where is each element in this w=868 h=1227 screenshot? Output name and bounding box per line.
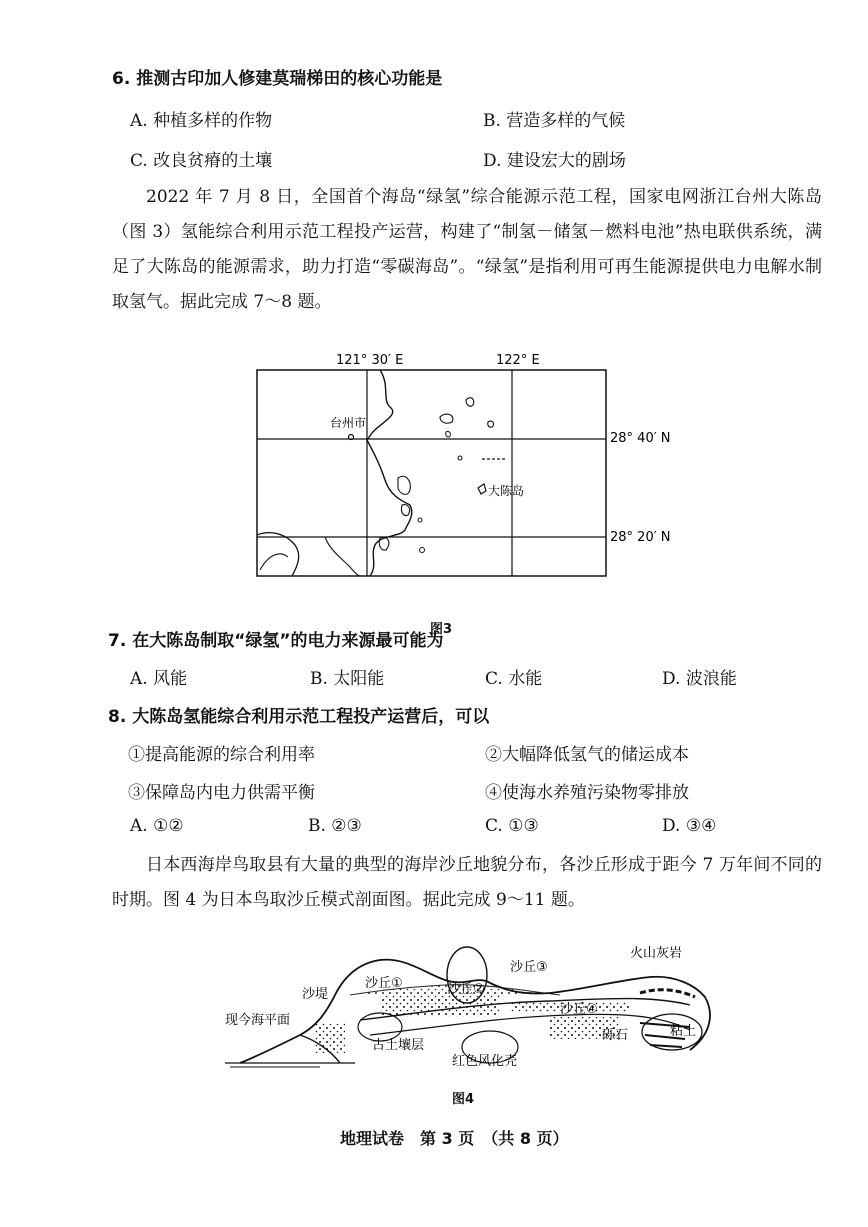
q6-option-b: B. 营造多样的气候 — [483, 111, 626, 131]
label-paleosol: 古土壤层 — [372, 1038, 425, 1053]
dune-section-figure-4 — [220, 935, 730, 1085]
map-city-label: 台州市 — [330, 416, 367, 430]
q7-option-b: B. 太阳能 — [310, 669, 385, 689]
page-footer: 地理试卷 第 3 页 （共 8 页） — [340, 1129, 569, 1148]
passage-dunes: 日本西海岸鸟取县有大量的典型的海岸沙丘地貌分布，各沙丘形成于距今 7 万年间不同的时期。图 4 为日本鸟取沙丘模式剖面图。据此完成 9～11 题。 — [112, 855, 822, 910]
q8-option-a: A. ①② — [130, 816, 184, 836]
label-dune-4: 沙丘④ — [560, 1002, 598, 1017]
q8-item-3: ③保障岛内电力供需平衡 — [128, 783, 315, 803]
label-clay: 粘土 — [670, 1024, 697, 1039]
q6-option-d: D. 建设宏大的剧场 — [483, 151, 626, 171]
q8-item-4: ④使海水养殖污染物零排放 — [485, 783, 689, 803]
map-frame — [257, 370, 606, 576]
q8-option-c: C. ①③ — [485, 816, 539, 836]
label-sea-level: 现今海平面 — [225, 1013, 291, 1028]
label-dune-1: 沙丘① — [365, 976, 403, 991]
label-gravel: 砾石 — [602, 1028, 629, 1043]
q6-stem: 6. 推测古印加人修建莫瑞梯田的核心功能是 — [112, 69, 443, 89]
map-lon-121-30: 121° 30′ E — [336, 353, 404, 368]
q8-option-b: B. ②③ — [308, 816, 362, 836]
q8-item-2: ②大幅降低氢气的储运成本 — [485, 745, 689, 765]
map-lat-28-40: 28° 40′ N — [610, 431, 671, 446]
map-dachen-island-marker — [478, 484, 486, 494]
map-lon-122: 122° E — [496, 353, 540, 368]
label-dune-3: 沙丘③ — [510, 960, 548, 975]
q6-option-a: A. 种植多样的作物 — [130, 111, 273, 131]
label-volcanic-rock: 火山灰岩 — [630, 946, 683, 961]
q7-stem: 7. 在大陈岛制取“绿氢”的电力来源最可能为 — [108, 631, 444, 651]
q8-item-1: ①提高能源的综合利用率 — [128, 745, 315, 765]
map-caption: 图3 — [430, 622, 453, 637]
map-coastline — [367, 370, 412, 576]
map-island-label: 大陈岛 — [488, 484, 525, 498]
q6-option-c: C. 改良贫瘠的土壤 — [130, 151, 273, 171]
label-sand-bank: 沙堤 — [302, 987, 329, 1002]
label-dune-2: 沙丘② — [447, 982, 485, 997]
passage-hydrogen: 2022 年 7 月 8 日，全国首个海岛“绿氢”综合能源示范工程，国家电网浙江台州大陈岛（图 3）氢能综合利用示范工程投产运营，构建了“制氢－储氢－燃料电池”热电联供系统，满足了大陈岛的能源需求，助力打造“零碳海岛”。“绿氢”是指利用可再生能源提供电力电解水制取氢气。据此完成 7～8 题。 — [112, 187, 822, 312]
q7-option-a: A. 风能 — [130, 669, 188, 689]
q8-option-d: D. ③④ — [662, 816, 717, 836]
q7-option-c: C. 水能 — [485, 669, 543, 689]
dune-caption: 图4 — [452, 1092, 475, 1107]
q8-stem: 8. 大陈岛氢能综合利用示范工程投产运营后，可以 — [108, 707, 490, 727]
q7-option-d: D. 波浪能 — [662, 669, 737, 689]
label-red-weathered-crust: 红色风化壳 — [452, 1054, 518, 1069]
map-lat-28-20: 28° 20′ N — [610, 530, 671, 545]
map-figure-3 — [240, 345, 680, 610]
